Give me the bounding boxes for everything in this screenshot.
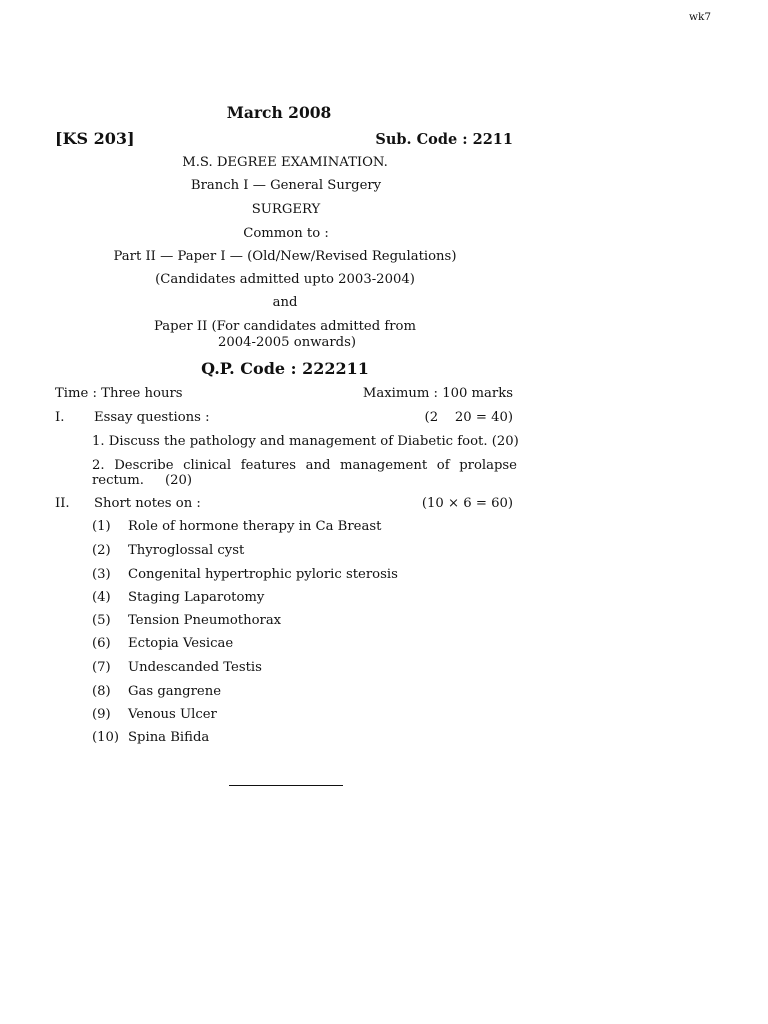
list-item: Venous Ulcer [128, 707, 217, 722]
common-to: Common to : [243, 226, 329, 241]
list-item-number: (10) [92, 730, 120, 745]
essay-question-2: 2. Describe clinical features and management of prolapse rectum. (20) [92, 458, 522, 488]
list-item-number: (3) [92, 567, 111, 582]
list-item: Ectopia Vesicae [128, 636, 234, 651]
branch: Branch I — General Surgery [190, 178, 382, 193]
list-item: Gas gangrene [128, 684, 222, 699]
paper2-line1: Paper II (For candidates admitted from [154, 319, 416, 334]
corner-tag: wk7 [689, 11, 712, 23]
time-allowed: Time : Three hours [55, 386, 183, 401]
exam-title: M.S. DEGREE EXAMINATION. [182, 155, 388, 170]
list-item: Tension Pneumothorax [128, 613, 282, 628]
maximum-marks: Maximum : 100 marks [362, 386, 513, 401]
list-item-number: (9) [92, 707, 111, 722]
end-rule [229, 785, 343, 786]
list-item-number: (4) [92, 590, 111, 605]
section-1-roman: I. [55, 410, 65, 425]
and-line: and [272, 295, 298, 310]
list-item: Thyroglossal cyst [128, 543, 245, 558]
section-1-title: Essay questions : [94, 410, 210, 425]
qp-code: Q.P. Code : 222211 [201, 359, 369, 378]
list-item-number: (1) [92, 519, 111, 534]
section-1-marks: (2 20 = 40) [424, 410, 513, 425]
list-item-number: (5) [92, 613, 111, 628]
section-2-title: Short notes on : [94, 496, 201, 511]
subject: SURGERY [251, 202, 321, 217]
list-item: Undescanded Testis [128, 660, 262, 675]
list-item-number: (7) [92, 660, 111, 675]
essay-question-1: 1. Discuss the pathology and management of Diabetic foot. (20) [92, 434, 519, 449]
list-item: Role of hormone therapy in Ca Breast [128, 519, 382, 534]
list-item-number: (6) [92, 636, 111, 651]
list-item: Staging Laparotomy [128, 590, 265, 605]
sub-code: Sub. Code : 2211 [375, 131, 513, 148]
section-2-marks: (10 × 6 = 60) [421, 496, 513, 511]
list-item: Congenital hypertrophic pyloric sterosis [128, 567, 398, 582]
list-item-number: (2) [92, 543, 111, 558]
list-item-number: (8) [92, 684, 111, 699]
exam-date: March 2008 [226, 103, 332, 122]
paper-code: [KS 203] [55, 129, 135, 148]
list-item: Spina Bifida [128, 730, 210, 745]
section-2-roman: II. [55, 496, 70, 511]
candidates-line: (Candidates admitted upto 2003-2004) [155, 272, 415, 287]
paper2-line2: 2004-2005 onwards) [217, 335, 357, 350]
part-line: Part II — Paper I — (Old/New/Revised Regulations) [113, 249, 457, 264]
